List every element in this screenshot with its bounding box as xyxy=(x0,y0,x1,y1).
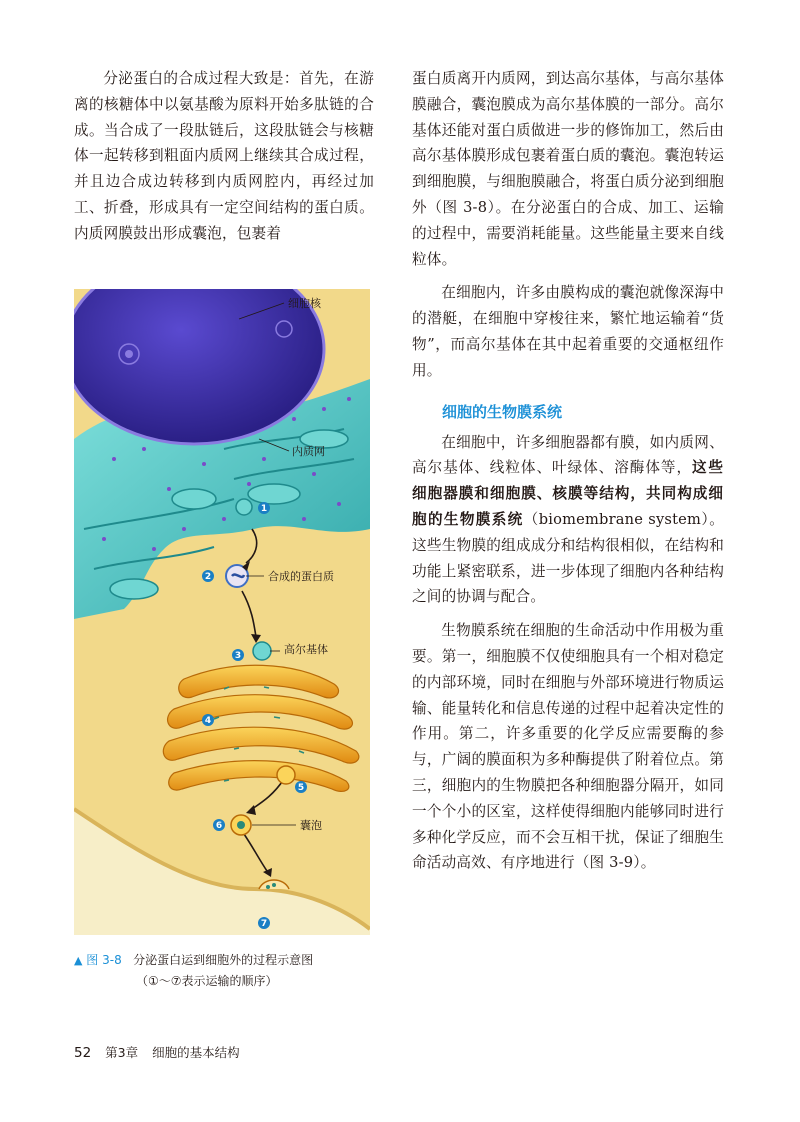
right-paragraph-3 xyxy=(412,430,724,611)
label-er: 内质网 xyxy=(292,445,325,458)
right-paragraph-4: 生物膜系统在细胞的生命活动中作用极为重要。第一，细胞膜不仅使细胞具有一个相对稳定的内部环境，同时在细胞与外部环境进行物质运输、能量转化和信息传递的过程中起着决定性的作用。第二，许多重要的化学反应需要酶的参与，广阔的膜面积为多种酶提供了附着位点。第三，细胞内的生物膜把各种细胞器分隔开，如同一个个小的区室，这样使得细胞内能够同时进行多种化学反应，而不会互相干扰，保证了细胞生命活动高效、有序地进行（图 3-9）。 xyxy=(412,622,724,872)
figure-caption xyxy=(74,950,384,991)
label-golgi: 高尔基体 xyxy=(284,643,328,656)
page-number: 52 xyxy=(74,1045,92,1061)
label-protein: 合成的蛋白质 xyxy=(268,570,334,583)
svg-text:1: 1 xyxy=(260,504,268,514)
label-nucleus: 细胞核 xyxy=(288,297,321,310)
label-vesicle: 囊泡 xyxy=(300,819,322,832)
right-column xyxy=(412,66,724,876)
chapter-title: 细胞的基本结构 xyxy=(152,1045,240,1060)
svg-text:6: 6 xyxy=(215,821,223,831)
caption-number: 图 3-8 xyxy=(86,953,122,967)
paragraph-3-tail: （biomembrane system）。这些生物膜的组成成分和结构很相似，在结构和功能上紧密联系，进一步体现了细胞内各种结构之间的协调与配合。 xyxy=(412,510,724,606)
paragraph-3-lead: 在细胞中，许多细胞器都有膜，如内质网、高尔基体、线粒体、叶绿体、溶酶体等， xyxy=(412,433,724,477)
left-column xyxy=(74,66,374,247)
svg-text:2: 2 xyxy=(204,572,212,582)
caption-note: （①～⑦表示运输的顺序） xyxy=(136,974,278,988)
page-footer xyxy=(74,1043,240,1061)
section-title: 细胞的生物膜系统 xyxy=(442,402,563,421)
svg-text:4: 4 xyxy=(204,716,212,726)
svg-text:7: 7 xyxy=(260,919,268,929)
right-paragraph-2: 在细胞内，许多由膜构成的囊泡就像深海中的潜艇，在细胞中穿梭往来，繁忙地运输着“货物”，而高尔基体在其中起着重要的交通枢纽作用。 xyxy=(412,284,724,379)
right-paragraph-1: 蛋白质离开内质网，到达高尔基体，与高尔基体膜融合，囊泡膜成为高尔基体膜的一部分。高尔基体还能对蛋白质做进一步的修饰加工，然后由高尔基体膜形成包裹着蛋白质的囊泡。囊泡转运到细胞膜，与细胞膜融合，将蛋白质分泌到细胞外（图 3-8）。在分泌蛋白的合成、加工、运输的过程中，需要消耗能量。这些能量主要来自线粒体。 xyxy=(412,70,724,268)
chapter-number: 第3章 xyxy=(105,1045,139,1060)
caption-text: 分泌蛋白运到细胞外的过程示意图 xyxy=(133,953,314,967)
left-paragraph-1: 分泌蛋白的合成过程大致是：首先，在游离的核糖体中以氨基酸为原料开始多肽链的合成。当合成了一段肽链后，这段肽链会与核糖体一起转移到粗面内质网上继续其合成过程，并且边合成边转移到内质网腔内，再经过加工、折叠，形成具有一定空间结构的蛋白质。内质网膜鼓出形成囊泡，包裹着 xyxy=(74,70,374,242)
secretory-pathway-illustration xyxy=(74,289,370,935)
svg-text:5: 5 xyxy=(297,783,305,793)
caption-triangle-icon: ▲ xyxy=(74,954,83,967)
svg-text:3: 3 xyxy=(234,651,242,661)
paragraph-3-emphasis: 这些细胞器膜和细胞膜、核膜等结构，共同构成细胞的生物膜系统 xyxy=(412,459,724,528)
figure-3-8 xyxy=(74,289,370,935)
